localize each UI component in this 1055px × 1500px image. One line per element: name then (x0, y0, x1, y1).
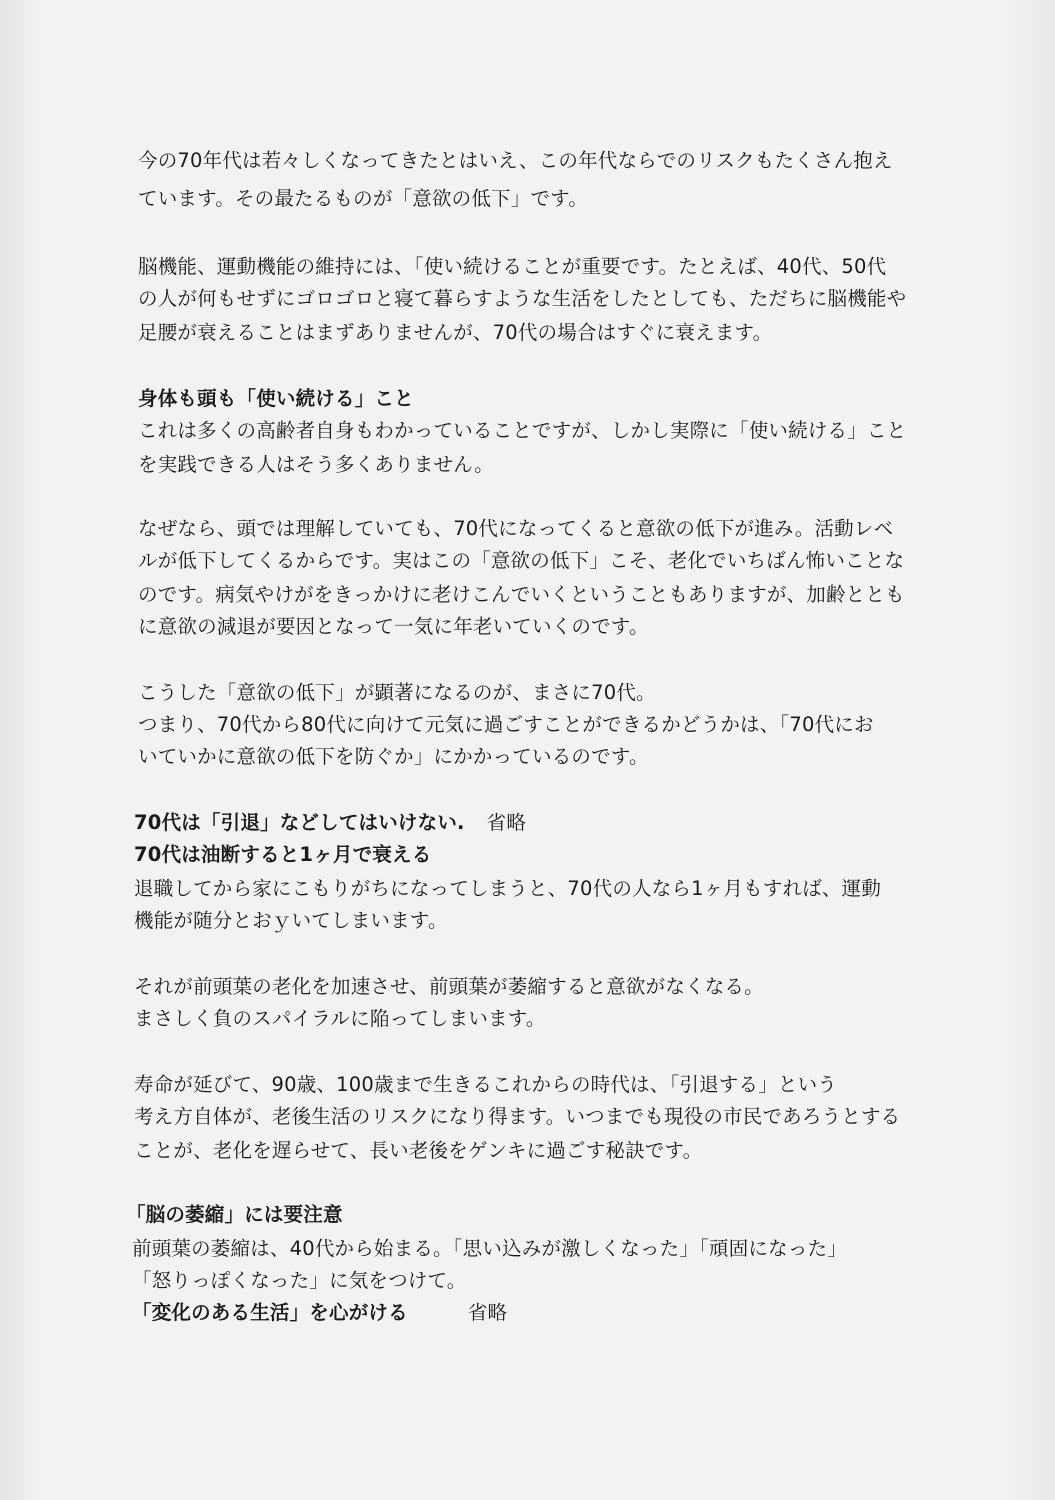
paragraph-line: 機能が随分とおｙいてしまいます。 (134, 909, 448, 932)
paragraph-line: ことが、老化を遅らせて、長い老後をゲンキに過ごす秘訣です。 (134, 1139, 703, 1162)
paragraph-line: を実践できる人はそう多くありません。 (138, 453, 494, 476)
paragraph-line: それが前頭葉の老化を加速させ、前頭葉が萎縮すると意欲がなくなる。 (134, 975, 764, 998)
paragraph-line: ています。その最たるものが「意欲の低下」です。 (138, 187, 588, 210)
paragraph-line: なぜなら、頭では理解していても、70代になってくると意欲の低下が進み。活動レベ (138, 517, 894, 540)
paragraph-line: に意欲の減退が要因となって一気に年老いていくのです。 (138, 615, 649, 638)
section-heading: 身体も頭も「使い続ける」こと (138, 387, 414, 410)
paragraph-line: 寿命が延びて、90歳、100歳まで生きるこれからの時代は、「引退する」という (134, 1073, 837, 1096)
paragraph-line: 脳機能、運動機能の維持には、「使い続けることが重要です。たとえば、40代、50代 (138, 255, 887, 278)
paragraph-line: つまり、70代から80代に向けて元気に過ごすことができるかどうかは、「70代にお (138, 713, 874, 736)
paragraph-line: 「怒りっぽくなった」に気をつけて。 (132, 1269, 467, 1292)
section-heading (132, 1298, 507, 1328)
omitted-note: 省略 (467, 1301, 508, 1324)
section-heading: 「脳の萎縮」には要注意 (126, 1203, 343, 1226)
paragraph-line: まさしく負のスパイラルに陥ってしまいます。 (134, 1007, 546, 1030)
paragraph-line: 今の70年代は若々しくなってきたとはいえ、この年代ならでのリスクもたくさん抱え (138, 149, 893, 172)
paragraph-line: のです。病気やけがをきっかけに老けこんでいくということもありますが、加齢ととも (138, 583, 905, 606)
paragraph-line: これは多くの高齢者自身もわかっていることですが、しかし実際に「使い続ける」こと (138, 419, 907, 442)
section-heading-text: 70代は「引退」などしてはいけない. (134, 811, 465, 834)
omitted-note: 省略 (486, 811, 527, 834)
section-heading-text: 「変化のある生活」を心がける (132, 1301, 408, 1324)
paragraph-line: こうした「意欲の低下」が顕著になるのが、まさに70代。 (138, 681, 656, 704)
section-heading: 70代は油断すると1ヶ月で衰える (134, 843, 432, 866)
paragraph-line: の人が何もせずにゴロゴロと寝て暮らすような生活をしたとしても、ただちに脳機能や (138, 287, 907, 310)
paragraph-line: 足腰が衰えることはまずありませんが、70代の場合はすぐに衰えます。 (138, 321, 773, 344)
paragraph-line: 考え方自体が、老後生活のリスクになり得ます。いつまでも現役の市民であろうとする (134, 1105, 901, 1128)
paragraph-line: いていかに意欲の低下を防ぐか」にかかっているのです。 (138, 745, 649, 768)
section-heading (134, 808, 526, 838)
paragraph-line: ルが低下してくるからです。実はこの「意欲の低下」こそ、老化でいちばん怖いことな (138, 549, 905, 572)
paragraph-line: 退職してから家にこもりがちになってしまうと、70代の人なら1ヶ月もすれば、運動 (134, 877, 882, 900)
paragraph-line: 前頭葉の萎縮は、40代から始まる。「思い込みが激しくなった」「頑固になった」 (132, 1237, 847, 1260)
